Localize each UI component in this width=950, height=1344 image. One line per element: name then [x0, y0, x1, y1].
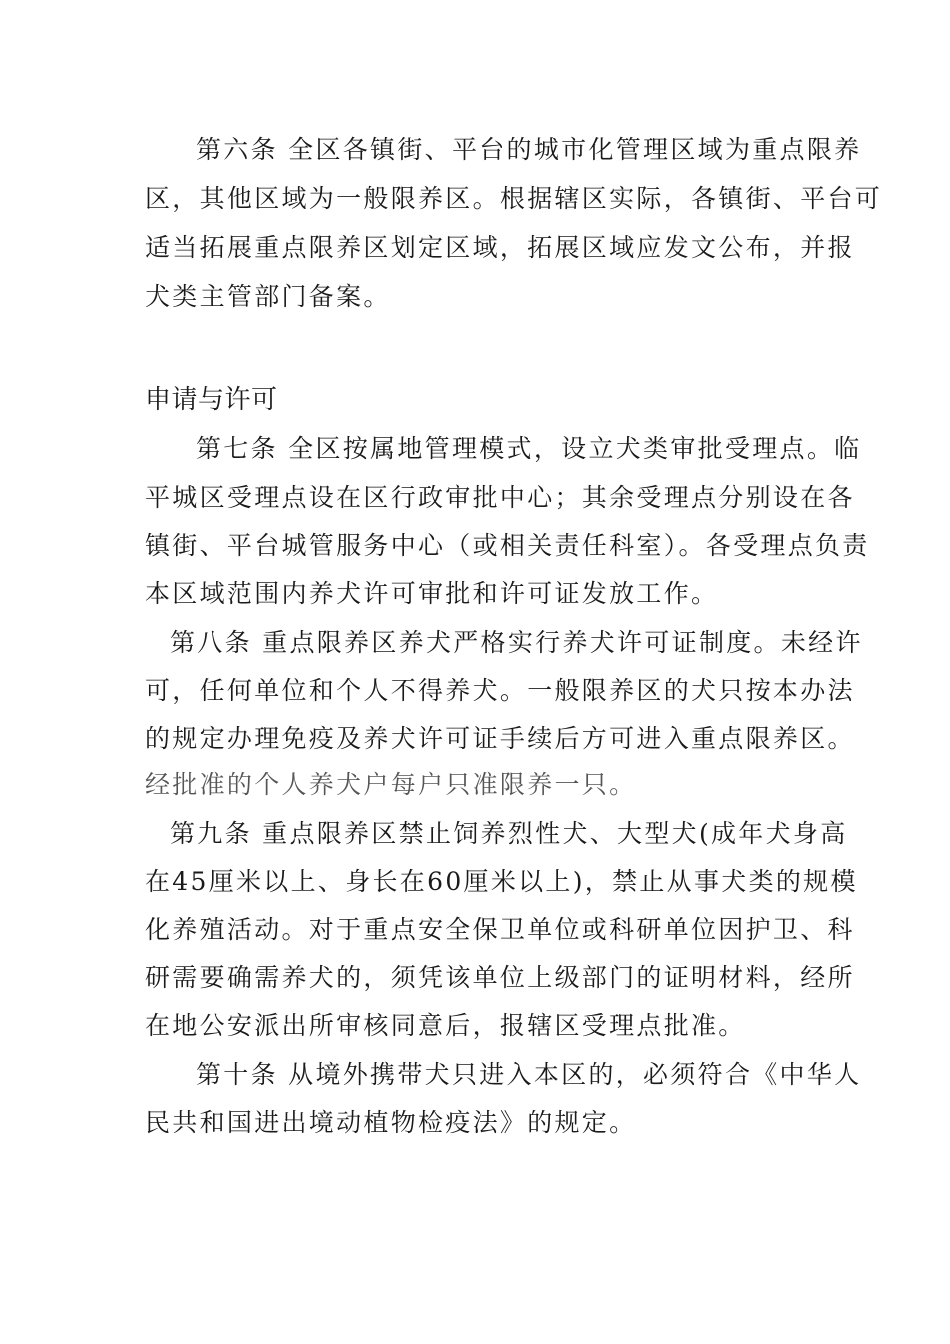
article-8-line-1: 第八条 重点限养区养犬严格实行养犬许可证制度。未经许 — [170, 628, 863, 657]
article-7-line-4: 本区域范围内养犬许可审批和许可证发放工作。 — [145, 579, 719, 608]
article-6-line-1: 第六条 全区各镇街、平台的城市化管理区域为重点限养 — [196, 135, 862, 164]
article-8-line-4: 经批准的个人养犬户每户只准限养一只。 — [145, 770, 637, 799]
article-9-line-1: 第九条 重点限养区禁止饲养烈性犬、大型犬(成年犬身高 — [170, 819, 848, 848]
article-6-line-4: 犬类主管部门备案。 — [145, 282, 391, 311]
section-heading: 申请与许可 — [145, 385, 278, 415]
article-9-line-5: 在地公安派出所审核同意后，报辖区受理点批准。 — [145, 1011, 746, 1040]
article-9-line-4: 研需要确需养犬的，须凭该单位上级部门的证明材料，经所 — [145, 963, 855, 992]
article-8-line-3: 的规定办理免疫及养犬许可证手续后方可进入重点限养区。 — [145, 724, 855, 753]
article-7-line-2: 平城区受理点设在区行政审批中心；其余受理点分别设在各 — [145, 483, 855, 512]
article-8-line-2: 可，任何单位和个人不得养犬。一般限养区的犬只按本办法 — [145, 676, 855, 705]
article-10-line-2: 民共和国进出境动植物检疫法》的规定。 — [145, 1108, 637, 1137]
article-6-line-3: 适当拓展重点限养区划定区域，拓展区域应发文公布，并报 — [145, 233, 855, 262]
article-7-line-1: 第七条 全区按属地管理模式，设立犬类审批受理点。临 — [196, 434, 862, 463]
article-9-line-2: 在45厘米以上、身长在60厘米以上)，禁止从事犬类的规模 — [145, 867, 858, 896]
article-7-line-3: 镇街、平台城管服务中心（或相关责任科室）。各受理点负责 — [145, 531, 870, 560]
article-10-line-1: 第十条 从境外携带犬只进入本区的，必须符合《中华人 — [196, 1060, 862, 1089]
article-6-line-2: 区，其他区域为一般限养区。根据辖区实际，各镇街、平台可 — [145, 184, 883, 213]
article-9-line-3: 化养殖活动。对于重点安全保卫单位或科研单位因护卫、科 — [145, 915, 855, 944]
